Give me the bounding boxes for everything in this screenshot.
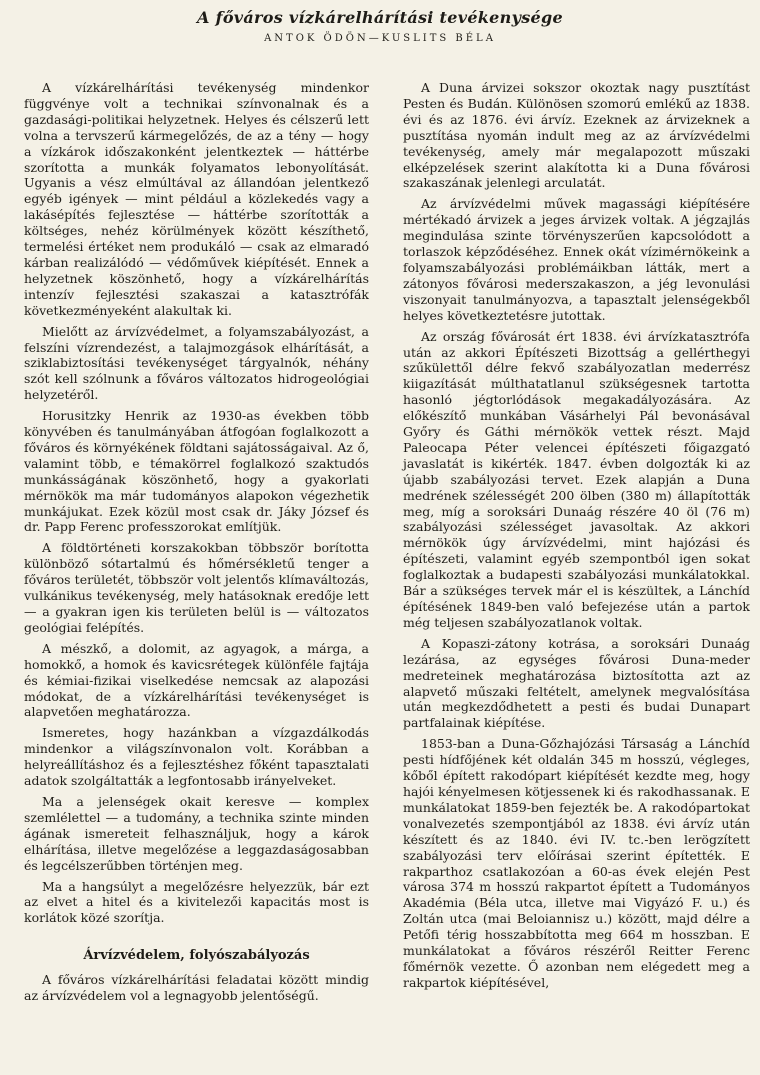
paragraph: Horusitzky Henrik az 1930-as években több könyvében és tanulmányában átfogóan foglalkozott a főváros és környékének földtani sajátosságaival. Az ő, valamint több, e témakörrel foglalkozó szaktudós munkásságának köszönhető, hogy a gyakorlati mérnökök ma már tudományos alapokon végezhetik munkájukat. Ezek közül most csak dr. Jáky József és dr. Papp Ferenc professzorokat említjük. bbox=[24, 408, 369, 535]
paragraph: Az árvízvédelmi művek magassági kiépítésére mértékadó árvizek a jeges árvizek voltak. A jégzajlás megindulása szinte törvényszerűen kapcsolódott a torlaszok képződéséhez. Ennek okát vízimérnökeink a folyamszabályozási problémáikban látták, mert a zátonyos fővárosi mederszakaszon, a jég levonulási viszonyait tanulmányozva, a tapasztalt jelenségekből helyes következtetésre jutottak. bbox=[403, 196, 750, 323]
paragraph: A Kopaszi-zátony kotrása, a soroksári Dunaág lezárása, az egységes fővárosi Duna-meder medreteinek meghatározása biztosította azt az alapvető műszaki feltételt, amelynek megvalósítása után megkezdődhetett a pesti és budai Dunapart partfalainak kiépítése. bbox=[403, 635, 750, 731]
paragraph: A földtörténeti korszakokban többször borította különböző sótartalmú és hőmérsékletű tenger a főváros területét, többször volt jelentős klímaváltozás, vulkánikus tevékenység, mely hatásoknak eredője lett — a gyakran igen kis területen belül is — változatos geológiai felépítés. bbox=[24, 540, 369, 635]
paragraph: A főváros vízkárelhárítási feladatai között mindig az árvízvédelem vol a legnagyobb jelentőségű. bbox=[24, 972, 369, 1004]
right-column bbox=[403, 80, 750, 996]
article-authors: ANTOK ÖDÖN—KUSLITS BÉLA bbox=[264, 33, 496, 44]
paragraph: A vízkárelhárítási tevékenység mindenkor függvénye volt a technikai színvonalnak és a gazdasági-politikai helyzetnek. Helyes és célszerű lett volna a tervszerű kármegelőzés, de az a tény — hogy a vízkárok időszakonként jelentkeztek — háttérbe szorította a munkák folyamatos lebonyolítását. Ugyanis a vész elmúltával az állandóan jelentkező egyéb igények — mint például a közlekedés vagy a lakásépítés fejlesztése — háttérbe szorították a költséges, nehéz körülmények között készíthető, termelési értéket nem produkáló — csak az elmaradó kárban realizálódó — védőművek kiépítését. Ennek a helyzetnek köszönhető, hogy a vízkárelhárítás intenzív fejlesztési szakaszai a katasztrófák következményeként alakultak ki. bbox=[24, 80, 369, 318]
paragraph: 1853-ban a Duna-Gőzhajózási Társaság a Lánchíd pesti hídfőjének két oldalán 345 m hosszú, végleges, kőből épített rakodópart kiépítését kezdte meg, hogy hajói kényelmesen kötjessenek ki és rakodhassanak. E munkálatokat 1859-ben fejezték be. A rakodópartokat vonalvezetés szempontjából az 1838. évi árvíz után készített és az 1840. évi IV. tc.-ben lerögzített szabályozási terv előírásai szerint építették. E rakparthoz csatlakozóan a 60-as évek elején Pest városa 374 m hosszú rakpartot épített a Tudományos Akadémia (Béla utca, illetve mai Vigyázó F. u.) és Zoltán utca (mai Beloiannisz u.) között, majd délre a Petőfi térig hosszabbította meg 664 m hosszban. E munkálatokat a főváros részéről Reitter Ferenc főmérnök vezette. Ő azonban nem elégedett meg a rakpartok kiépítésével, bbox=[403, 736, 750, 990]
paragraph: Ma a hangsúlyt a megelőzésre helyezzük, bár ezt az elvet a hitel és a kivitelezői kapacitás most is korlátok közé szorítja. bbox=[24, 878, 369, 926]
paragraph: Ismeretes, hogy hazánkban a vízgazdálkodás mindenkor a világszínvonalon volt. Korábban a helyreállításhoz és a fejlesztéshez főként tapasztalati adatok szolgáltatták a legfontosabb irányelveket. bbox=[24, 725, 369, 789]
paragraph: Mielőtt az árvízvédelmet, a folyamszabályozást, a felszíni vízrendezést, a talajmozgások elhárítását, a sziklabiztosítási tevékenységet tárgyalnók, néhány szót kell szólnunk a főváros változatos hidrogeológiai helyzetéről. bbox=[24, 323, 369, 403]
paragraph: A mészkő, a dolomit, az agyagok, a márga, a homokkő, a homok és kavicsrétegek különféle fajtája és kémiai-fizikai viselkedése nemcsak az alapozási módokat, de a vízkárelhárítási tevékenységet is alapvetően meghatározza. bbox=[24, 640, 369, 720]
paragraph: Az ország fővárosát ért 1838. évi árvízkatasztrófa után az akkori Építészeti Bizottság a gellérthegyi szűkülettől délre fekvő szabályozatlan mederrész kiigazítását múlthatatlanul szükségesnek tartotta hasonló jégtorlódások megakadályozására. Az előkészítő munkában Vásárhelyi Pál bevonásával Győry és Gáthi mérnökök vettek részt. Majd Paleocapa Péter velencei építészeti főigazgató javaslatát is kikérték. 1847. évben dolgozták ki az újabb szabályozási tervet. Ezek alapján a Duna medrének szélességét 200 ölben (380 m) állapították meg, míg a soroksári Dunaág részére 40 öl (76 m) szabályozási szélességet javasoltak. Az akkori mérnökök úgy árvízvédelmi, mint hajózási és építészeti, valamint egyéb szempontból igen sokat foglalkoztak a budapesti szabályozási munkálatokkal. Bár a szükséges tervek már el is készültek, a Lánchíd építésének 1849-ben való befejezése után a partok még teljesen szabályozatlanok voltak. bbox=[403, 328, 750, 630]
section-heading: Árvízvédelem, folyószabályozás bbox=[83, 948, 310, 964]
article-title: A főváros vízkárelhárítási tevékenysége bbox=[197, 8, 563, 27]
left-column bbox=[24, 80, 369, 1009]
paragraph: Ma a jelenségek okait keresve — komplex szemlélettel — a tudomány, a technika szinte minden ágának ismereteit felhasználjuk, hogy a károk elhárítása, illetve megelőzése a leggazdaságosabban és legcélszerűbben történjen meg. bbox=[24, 793, 369, 873]
paragraph: A Duna árvizei sokszor okoztak nagy pusztítást Pesten és Budán. Különösen szomorú emlékű az 1838. évi és az 1876. évi árvíz. Ezeknek az árvizeknek a pusztítása nyomán indult meg az az árvízvédelmi tevékenység, amely már megalapozott műszaki elképzelések szerint alakította ki a Duna fővárosi szakaszának jelenlegi arculatát. bbox=[403, 80, 750, 191]
